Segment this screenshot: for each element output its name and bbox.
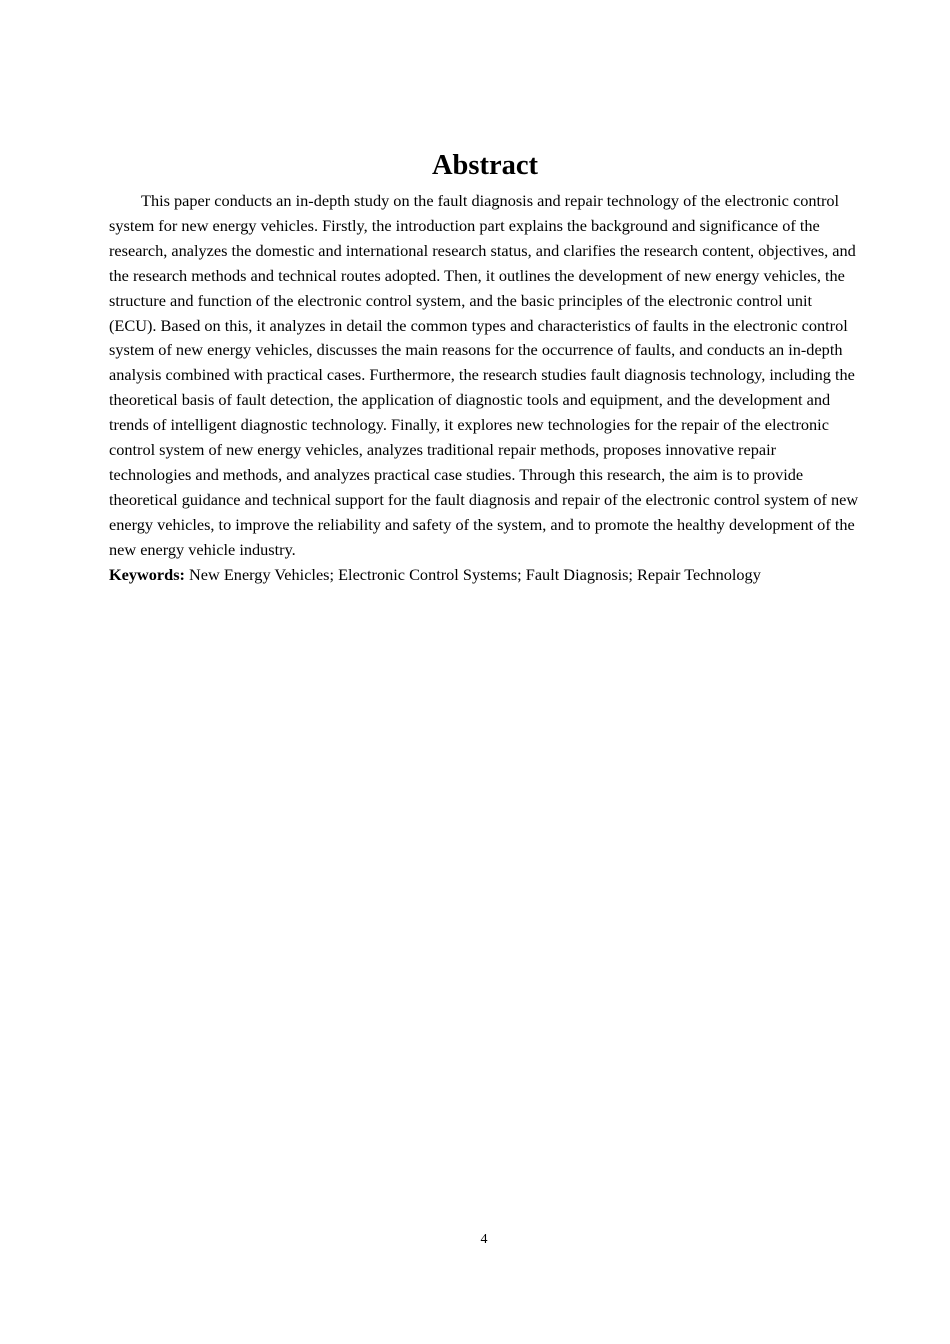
keywords-text: New Energy Vehicles; Electronic Control Systems; Fault Diagnosis; Repair Technology (189, 564, 761, 584)
abstract-body: This paper conducts an in-depth study on the fault diagnosis and repair technology of the electronic control system for new energy vehicles. Firstly, the introduction part explains the background and significance of the research, analyzes the domestic and international research status, and clarifies the research content, objectives, and the research methods and technical routes adopted. Then, it outlines the development of new energy vehicles, the structure and function of the electronic control system, and the basic principles of the electronic control unit (ECU). Based on this, it analyzes in detail the common types and characteristics of faults in the electronic control system of new energy vehicles, discusses the main reasons for the occurrence of faults, and conducts an in-depth analysis combined with practical cases. Furthermore, the research studies fault diagnosis technology, including the theoretical basis of fault detection, the application of diagnostic tools and equipment, and the development and trends of intelligent diagnostic technology. Finally, it explores new technologies for the repair of the electronic control system of new energy vehicles, analyzes traditional repair methods, proposes innovative repair technologies and methods, and analyzes practical case studies. Through this research, the aim is to provide theoretical guidance and technical support for the fault diagnosis and repair of the electronic control system of new energy vehicles, to improve the reliability and safety of the system, and to promote the healthy development of the new energy vehicle industry. (109, 191, 859, 559)
keywords-line (109, 563, 861, 588)
page-number: 4 (480, 1232, 488, 1247)
keywords-label: Keywords: (109, 564, 185, 584)
abstract-section (109, 146, 861, 588)
page-title: Abstract (431, 150, 539, 181)
